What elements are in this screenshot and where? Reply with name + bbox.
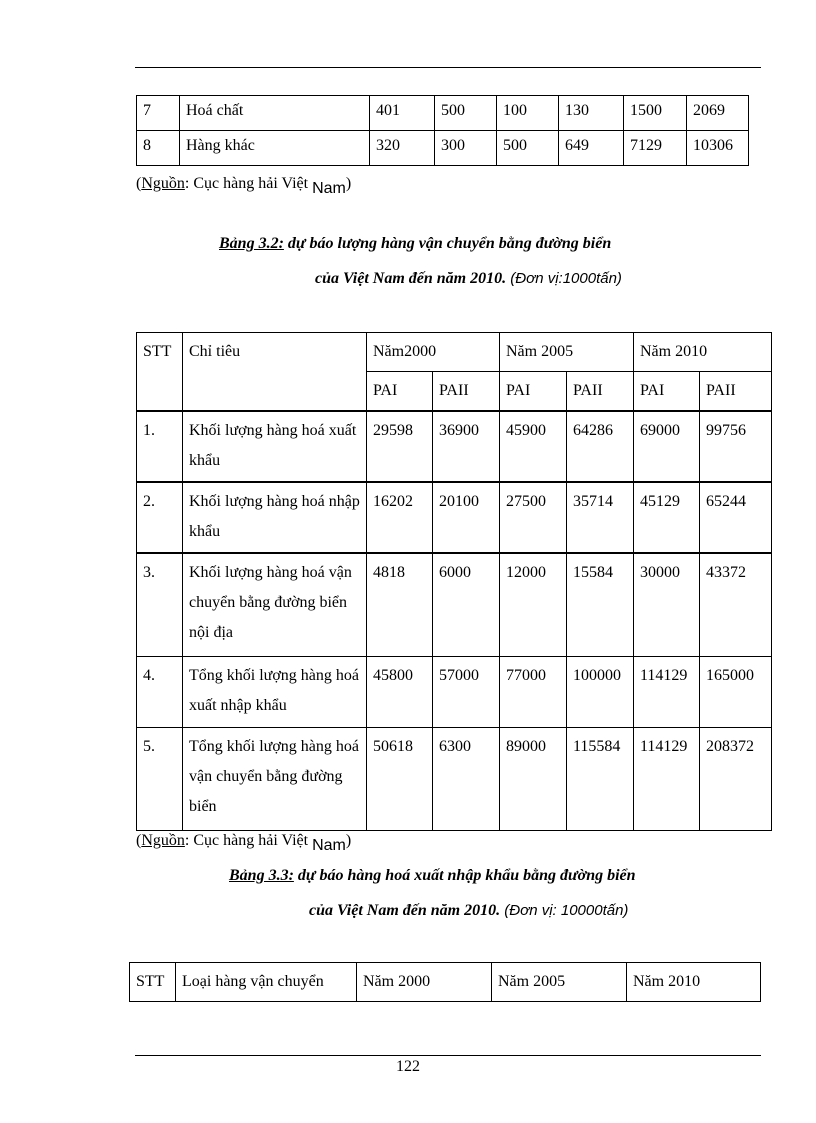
- cell: 114129: [634, 727, 700, 830]
- cell: 69000: [634, 411, 700, 482]
- cell: 45900: [500, 411, 567, 482]
- header-cell: Loại hàng vận chuyển: [176, 963, 357, 1002]
- cell: 27500: [500, 482, 567, 553]
- footer-rule: [135, 1055, 761, 1056]
- table-caption-3-3-line2: của Việt Nam đến năm 2010. (Đơn vị: 10000tấn): [309, 902, 629, 919]
- row-number: 1.: [137, 411, 183, 482]
- cell: 115584: [567, 727, 634, 830]
- header-rule: [135, 67, 761, 68]
- header-chi-tieu: Chỉ tiêu: [183, 333, 367, 412]
- table-continuation: [136, 95, 749, 166]
- cell: 300: [435, 131, 497, 166]
- table-caption-3-2-line2: của Việt Nam đến năm 2010. (Đơn vị:1000tấn): [315, 270, 622, 287]
- header-cell: Năm 2000: [357, 963, 492, 1002]
- subheader-cell: PAI: [634, 372, 700, 412]
- row-name: Tổng khối lượng hàng hoá xuất nhập khẩu: [183, 656, 367, 727]
- cell: 500: [435, 96, 497, 131]
- header-cell: Năm 2005: [492, 963, 627, 1002]
- cell: 7129: [624, 131, 687, 166]
- table-row: [137, 482, 772, 553]
- table-row: [137, 727, 772, 830]
- row-name: Khối lượng hàng hoá vận chuyển bằng đường biển nội địa: [183, 553, 367, 656]
- cell: 45129: [634, 482, 700, 553]
- cell: 649: [559, 131, 624, 166]
- cell: 100: [497, 96, 559, 131]
- cell: 114129: [634, 656, 700, 727]
- cell: 2069: [687, 96, 749, 131]
- row-number: 2.: [137, 482, 183, 553]
- cell: 4818: [367, 553, 433, 656]
- cell: 100000: [567, 656, 634, 727]
- row-name: Khối lượng hàng hoá nhập khẩu: [183, 482, 367, 553]
- cell: 16202: [367, 482, 433, 553]
- cell: 8: [137, 131, 180, 166]
- header-cell: Năm 2010: [627, 963, 761, 1002]
- table-row: [137, 553, 772, 656]
- cell: 20100: [433, 482, 500, 553]
- cell: 36900: [433, 411, 500, 482]
- source-note: (Nguồn: Cục hàng hải Việt Nam): [136, 832, 352, 854]
- cell: 30000: [634, 553, 700, 656]
- cell: 35714: [567, 482, 634, 553]
- subheader-cell: PAII: [700, 372, 772, 412]
- header-stt: STT: [137, 333, 183, 412]
- table-caption-3-2: Bảng 3.2: dự báo lượng hàng vận chuyển bằng đường biển: [219, 235, 612, 252]
- table-row: [137, 656, 772, 727]
- cell: 77000: [500, 656, 567, 727]
- cell: Hàng khác: [180, 131, 370, 166]
- cell: 57000: [433, 656, 500, 727]
- cell: 320: [370, 131, 435, 166]
- subheader-cell: PAII: [567, 372, 634, 412]
- table-caption-3-3: Bảng 3.3: dự báo hàng hoá xuất nhập khẩu bằng đường biển: [229, 867, 636, 884]
- row-number: 5.: [137, 727, 183, 830]
- table-row: [137, 411, 772, 482]
- header-year-2000: Năm2000: [367, 333, 500, 372]
- cell: 6300: [433, 727, 500, 830]
- table-header-row: [130, 963, 761, 1002]
- cell: 15584: [567, 553, 634, 656]
- cell: 1500: [624, 96, 687, 131]
- row-number: 4.: [137, 656, 183, 727]
- table-header-row: [137, 333, 772, 372]
- cell: 165000: [700, 656, 772, 727]
- cell: 43372: [700, 553, 772, 656]
- cell: 7: [137, 96, 180, 131]
- cell: 401: [370, 96, 435, 131]
- cell: 208372: [700, 727, 772, 830]
- table-row: [137, 131, 749, 166]
- cell: 130: [559, 96, 624, 131]
- table-row: [137, 96, 749, 131]
- subheader-cell: PAII: [433, 372, 500, 412]
- cell: 89000: [500, 727, 567, 830]
- subheader-cell: PAI: [500, 372, 567, 412]
- cell: 6000: [433, 553, 500, 656]
- header-year-2005: Năm 2005: [500, 333, 634, 372]
- page-number: 122: [396, 1058, 420, 1075]
- cell: 65244: [700, 482, 772, 553]
- cell: 10306: [687, 131, 749, 166]
- row-name: Tổng khối lượng hàng hoá vận chuyển bằng đường biển: [183, 727, 367, 830]
- cell: 29598: [367, 411, 433, 482]
- cell: 50618: [367, 727, 433, 830]
- cell: 45800: [367, 656, 433, 727]
- cell: 64286: [567, 411, 634, 482]
- forecast-table-3-2: [136, 332, 772, 831]
- subheader-cell: PAI: [367, 372, 433, 412]
- header-year-2010: Năm 2010: [634, 333, 772, 372]
- cell: 12000: [500, 553, 567, 656]
- header-cell: STT: [130, 963, 176, 1002]
- cell: Hoá chất: [180, 96, 370, 131]
- cell: 500: [497, 131, 559, 166]
- row-number: 3.: [137, 553, 183, 656]
- source-note: (Nguồn: Cục hàng hải Việt Nam): [136, 175, 352, 197]
- row-name: Khối lượng hàng hoá xuất khẩu: [183, 411, 367, 482]
- forecast-table-3-3: [129, 962, 761, 1002]
- cell: 99756: [700, 411, 772, 482]
